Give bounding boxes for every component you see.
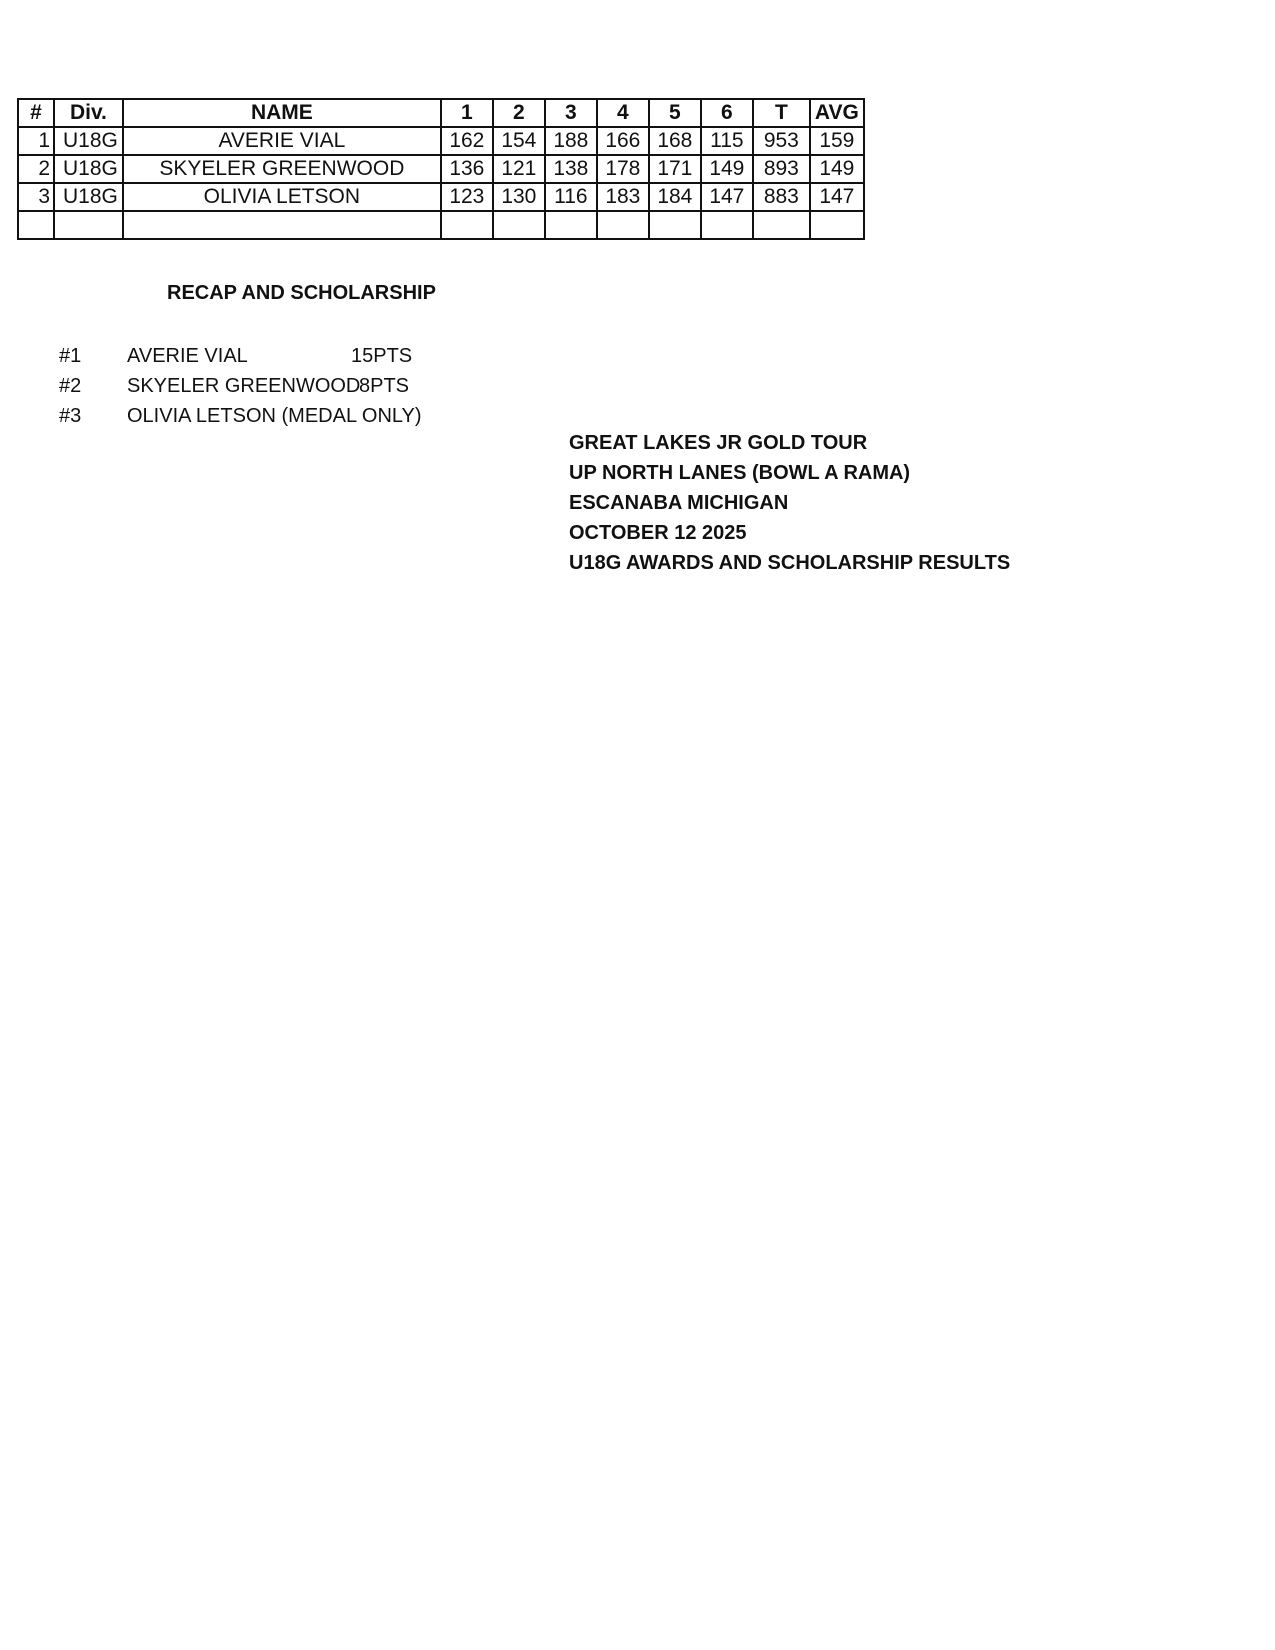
cell-avg: 149 bbox=[810, 155, 864, 183]
recap-place: #3 bbox=[59, 405, 82, 427]
cell-name: SKYELER GREENWOOD bbox=[123, 155, 441, 183]
header-total: T bbox=[753, 99, 810, 127]
empty-cell bbox=[545, 211, 597, 239]
cell-game-2: 130 bbox=[493, 183, 545, 211]
header-game-5: 5 bbox=[649, 99, 701, 127]
recap-item bbox=[59, 341, 479, 371]
cell-game-3: 138 bbox=[545, 155, 597, 183]
cell-game-1: 162 bbox=[441, 127, 493, 155]
header-game-3: 3 bbox=[545, 99, 597, 127]
recap-name: SKYELER GREENWOOD bbox=[127, 375, 361, 397]
empty-cell bbox=[54, 211, 123, 239]
cell-game-5: 184 bbox=[649, 183, 701, 211]
cell-game-1: 136 bbox=[441, 155, 493, 183]
recap-place: #2 bbox=[59, 375, 82, 397]
recap-name: OLIVIA LETSON (MEDAL ONLY) bbox=[127, 405, 422, 427]
recap-item bbox=[59, 401, 479, 431]
cell-div: U18G bbox=[54, 127, 123, 155]
header-game-2: 2 bbox=[493, 99, 545, 127]
recap-name: AVERIE VIAL bbox=[127, 345, 248, 367]
event-results-title: U18G AWARDS AND SCHOLARSHIP RESULTS bbox=[569, 552, 1011, 574]
header-rank: # bbox=[18, 99, 54, 127]
empty-cell bbox=[701, 211, 753, 239]
empty-cell bbox=[753, 211, 810, 239]
cell-div: U18G bbox=[54, 155, 123, 183]
cell-game-4: 178 bbox=[597, 155, 649, 183]
header-game-6: 6 bbox=[701, 99, 753, 127]
cell-total: 953 bbox=[753, 127, 810, 155]
recap-list bbox=[59, 341, 479, 431]
event-tour-name: GREAT LAKES JR GOLD TOUR bbox=[569, 432, 868, 454]
cell-total: 893 bbox=[753, 155, 810, 183]
cell-game-2: 154 bbox=[493, 127, 545, 155]
cell-game-6: 149 bbox=[701, 155, 753, 183]
table-row bbox=[18, 155, 864, 183]
empty-cell bbox=[649, 211, 701, 239]
event-date: OCTOBER 12 2025 bbox=[569, 522, 747, 544]
cell-game-4: 183 bbox=[597, 183, 649, 211]
empty-cell bbox=[597, 211, 649, 239]
empty-cell bbox=[441, 211, 493, 239]
cell-name: AVERIE VIAL bbox=[123, 127, 441, 155]
event-venue: UP NORTH LANES (BOWL A RAMA) bbox=[569, 462, 911, 484]
table-row bbox=[18, 183, 864, 211]
cell-game-5: 168 bbox=[649, 127, 701, 155]
table-header-row bbox=[18, 99, 864, 127]
empty-cell bbox=[810, 211, 864, 239]
header-name: NAME bbox=[123, 99, 441, 127]
cell-rank: 1 bbox=[18, 127, 54, 155]
cell-avg: 147 bbox=[810, 183, 864, 211]
cell-game-6: 115 bbox=[701, 127, 753, 155]
empty-cell bbox=[493, 211, 545, 239]
cell-game-5: 171 bbox=[649, 155, 701, 183]
table-empty-row bbox=[18, 211, 864, 239]
empty-cell bbox=[18, 211, 54, 239]
recap-place: #1 bbox=[59, 345, 82, 367]
cell-name: OLIVIA LETSON bbox=[123, 183, 441, 211]
header-div: Div. bbox=[54, 99, 123, 127]
header-avg: AVG bbox=[810, 99, 864, 127]
cell-rank: 2 bbox=[18, 155, 54, 183]
recap-title: RECAP AND SCHOLARSHIP bbox=[167, 282, 436, 304]
cell-game-3: 188 bbox=[545, 127, 597, 155]
recap-points: 15PTS bbox=[351, 345, 413, 367]
empty-cell bbox=[123, 211, 441, 239]
cell-rank: 3 bbox=[18, 183, 54, 211]
cell-game-2: 121 bbox=[493, 155, 545, 183]
table-row bbox=[18, 127, 864, 155]
cell-game-3: 116 bbox=[545, 183, 597, 211]
cell-game-4: 166 bbox=[597, 127, 649, 155]
cell-game-1: 123 bbox=[441, 183, 493, 211]
event-location: ESCANABA MICHIGAN bbox=[569, 492, 789, 514]
event-info bbox=[569, 428, 1010, 578]
recap-points: 8PTS bbox=[359, 375, 410, 397]
cell-div: U18G bbox=[54, 183, 123, 211]
recap-item bbox=[59, 371, 479, 401]
cell-game-6: 147 bbox=[701, 183, 753, 211]
header-game-4: 4 bbox=[597, 99, 649, 127]
results-table bbox=[17, 98, 865, 240]
cell-total: 883 bbox=[753, 183, 810, 211]
header-game-1: 1 bbox=[441, 99, 493, 127]
cell-avg: 159 bbox=[810, 127, 864, 155]
